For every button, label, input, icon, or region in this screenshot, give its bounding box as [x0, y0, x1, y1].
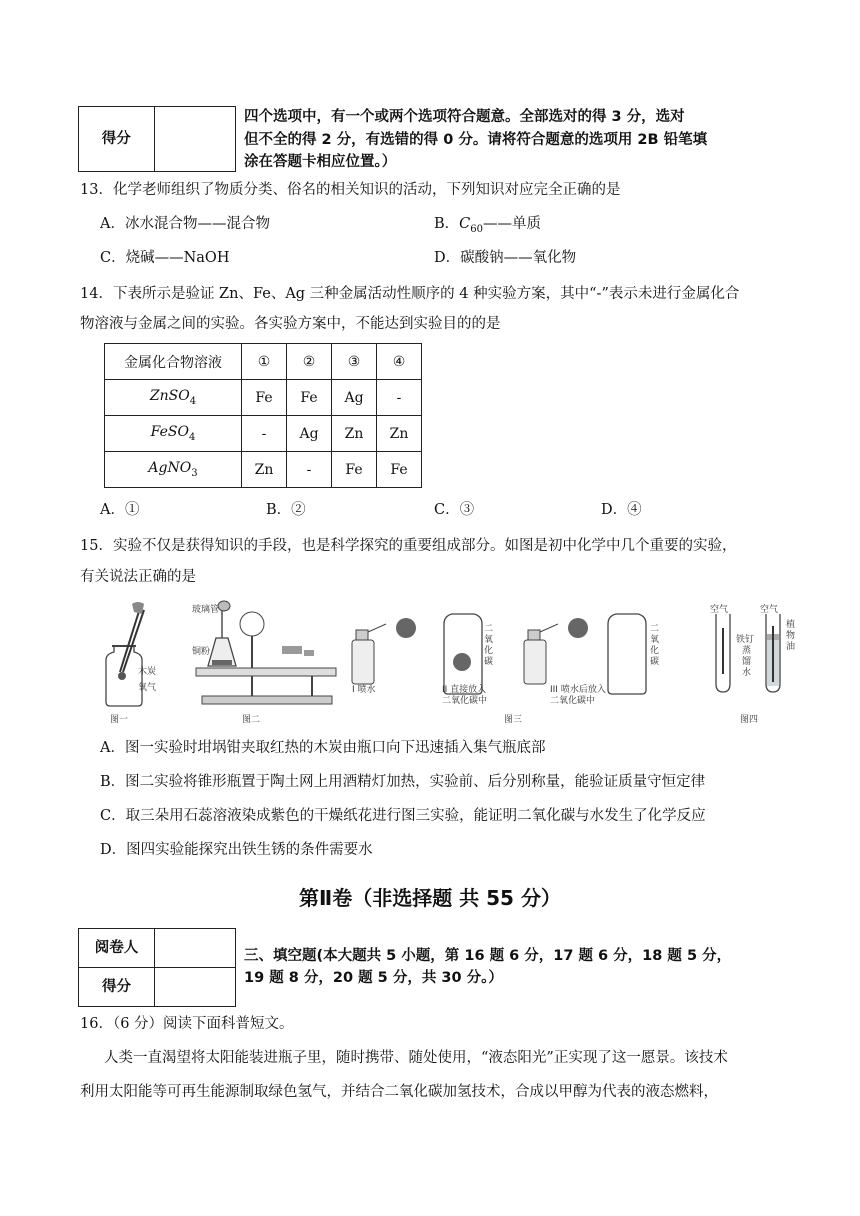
table-header-cell: ①	[242, 344, 287, 380]
grader-label: 阅卷人	[79, 929, 155, 968]
q15-option-b: B．图二实验将锥形瓶置于陶土网上用酒精灯加热，实验前、后分别称量，能验证质量守恒定律	[100, 774, 706, 790]
table-header-cell: 金属化合物溶液	[105, 344, 242, 380]
section-intro-line1: 四个选项中，有一个或两个选项符合题意。全部选对的得 3 分，选对	[244, 109, 685, 125]
table-header-cell: ④	[377, 344, 422, 380]
grader-blank	[155, 929, 236, 968]
fig1-caption: 图一	[110, 715, 129, 725]
score-blank	[154, 107, 236, 172]
q14-stem-line2: 物溶液与金属之间的实验。各实验方案中，不能达到实验目的的是	[80, 316, 501, 332]
q13-stem: 13．化学老师组织了物质分类、俗名的相关知识的活动，下列知识对应完全正确的是	[80, 182, 621, 198]
table-cell: Fe	[332, 452, 377, 488]
figure-3-drawing	[346, 600, 676, 696]
q16-paragraph-line1: 人类一直渴望将太阳能装进瓶子里，随时携带、随处使用，“液态阳光”正实现了这一愿景。该技术	[104, 1050, 728, 1066]
grader-box	[78, 928, 236, 1007]
table-cell: Ag	[332, 380, 377, 416]
table-cell: Fe	[287, 380, 332, 416]
table-cell: Fe	[377, 452, 422, 488]
q16-stem: 16．（6 分）阅读下面科普短文。	[80, 1016, 294, 1032]
q13-option-d: D．碳酸钠——氧化物	[434, 250, 577, 266]
q15-option-d: D．图四实验能探究出铁生锈的条件需要水	[100, 842, 373, 858]
q16-paragraph-line2: 利用太阳能等可再生能源制取绿色氢气，并结合二氧化碳加氢技术，合成以甲醇为代表的液态燃料，	[80, 1084, 718, 1100]
fig4-label-distilled-water: 蒸馏水	[742, 646, 752, 678]
fig3-label-spray-then-co2: 二氧化碳中	[550, 696, 596, 706]
fig3-caption: 图三	[504, 715, 523, 725]
fig3-label-co2-b: 二氧化碳	[650, 624, 660, 667]
fig4-label-air-a: 空气	[710, 605, 729, 615]
part2-title: 第Ⅱ卷（非选择题 共 55 分）	[299, 886, 561, 910]
q14-stem-line1: 14．下表所示是验证 Zn、Fe、Ag 三种金属活动性顺序的 4 种实验方案，其中“-”表示未进行金属化合	[80, 286, 740, 302]
table-row	[105, 380, 422, 416]
table-cell: -	[287, 452, 332, 488]
q14-option-b: B．②	[266, 502, 306, 518]
q13-option-b: B．$C_{60}——$单质	[434, 216, 541, 235]
fig3-label-spray-then: III 喷水后放入	[550, 685, 606, 695]
table-cell: Zn	[242, 452, 287, 488]
row-label: FeSO$_4$	[105, 416, 242, 452]
section-intro-line2: 但不全的得 2 分，有选错的得 0 分。请将符合题意的选项用 2B 铅笔填	[244, 132, 708, 148]
q14-option-d: D．④	[601, 502, 642, 518]
table-cell: -	[242, 416, 287, 452]
q15-option-a: A．图一实验时坩埚钳夹取红热的木炭由瓶口向下迅速插入集气瓶底部	[100, 740, 546, 756]
score-label: 得分	[79, 107, 155, 172]
fig3-label-spray: I 喷水	[352, 685, 376, 695]
fig1-label-charcoal: 木炭	[138, 667, 157, 677]
table-header-cell: ③	[332, 344, 377, 380]
row-label: ZnSO$_4$	[105, 380, 242, 416]
fig3-label-co2-a: 二氧化碳	[484, 624, 494, 667]
fig3-label-direct-co2: 二氧化碳中	[442, 696, 488, 706]
table-cell: Zn	[332, 416, 377, 452]
table-cell: Ag	[287, 416, 332, 452]
figure-1	[92, 600, 162, 726]
figure-1-drawing	[92, 600, 162, 710]
row-label: AgNO$_3$	[105, 452, 242, 488]
figure-3	[346, 600, 676, 726]
fig1-label-oxygen: 氧气	[138, 683, 157, 693]
table-cell: Fe	[242, 380, 287, 416]
table-cell: Zn	[377, 416, 422, 452]
fig2-label-glass-tube: 玻璃管	[192, 605, 220, 615]
table-header-cell: ②	[287, 344, 332, 380]
grader-score-blank	[155, 968, 236, 1007]
section3-line2: 19 题 8 分，20 题 5 分，共 30 分。）	[244, 970, 503, 986]
table-header-row	[105, 344, 422, 380]
figure-4	[708, 600, 808, 726]
table-row	[105, 416, 422, 452]
q13-option-c: C．烧碱——NaOH	[100, 250, 230, 266]
table-row	[105, 452, 422, 488]
grader-score-label: 得分	[79, 968, 155, 1007]
table-cell: -	[377, 380, 422, 416]
q15-stem-line1: 15．实验不仅是获得知识的手段，也是科学探究的重要组成部分。如图是初中化学中几个重要的实验，	[80, 538, 737, 554]
score-box-top	[78, 106, 236, 172]
figure-2	[192, 598, 340, 726]
fig4-caption: 图四	[740, 715, 759, 725]
metal-table	[104, 343, 422, 488]
fig2-label-copper-powder: 铜粉	[192, 647, 211, 657]
q15-option-c: C．取三朵用石蕊溶液染成紫色的干燥纸花进行图三实验，能证明二氧化碳与水发生了化学反应	[100, 808, 706, 824]
q15-stem-line2: 有关说法正确的是	[80, 569, 196, 585]
fig4-label-air-b: 空气	[760, 605, 779, 615]
q14-option-c: C．③	[434, 502, 475, 518]
fig4-label-nail: 铁钉	[736, 635, 755, 645]
section-intro-line3: 涂在答题卡相应位置。）	[244, 154, 397, 170]
q13-option-a: A．冰水混合物——混合物	[100, 216, 270, 232]
q14-option-a: A．①	[100, 502, 140, 518]
fig3-label-direct: II 直接放入	[442, 685, 487, 695]
fig4-label-plant-oil: 植物油	[786, 620, 796, 652]
fig2-caption: 图二	[242, 715, 261, 725]
section3-line1: 三、填空题(本大题共 5 小题，第 16 题 6 分，17 题 6 分，18 题 5 分，	[244, 948, 732, 964]
